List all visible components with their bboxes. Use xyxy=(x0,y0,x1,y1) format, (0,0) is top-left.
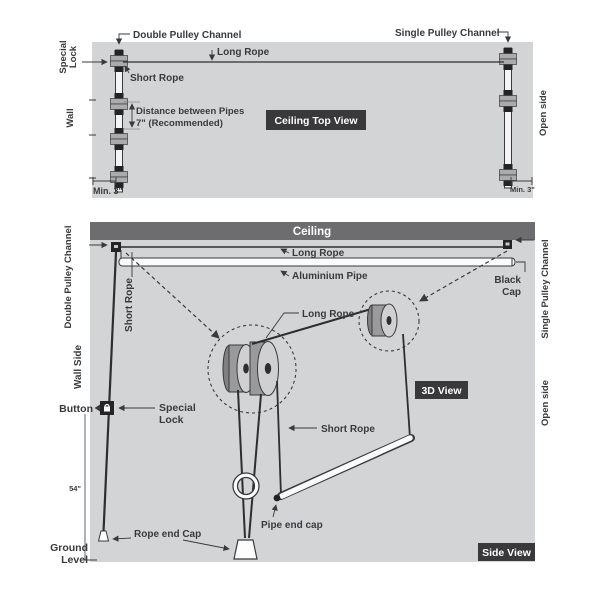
svg-text:Side View: Side View xyxy=(482,547,531,559)
right-ceiling-bracket xyxy=(503,240,512,249)
label-single-pulley-channel-side: Single Pulley Channel xyxy=(540,239,551,339)
svg-text:Ceiling: Ceiling xyxy=(292,226,332,238)
label-aluminium-pipe: Aluminium Pipe xyxy=(292,271,368,282)
label-short-rope-vertical: Short Rope xyxy=(124,278,135,332)
side-view xyxy=(50,222,551,566)
label-button: Button xyxy=(59,403,93,415)
label-special: Special xyxy=(58,40,69,74)
label-special-side: Special xyxy=(159,402,196,414)
rope-end-cap-center xyxy=(234,540,257,559)
special-lock xyxy=(100,401,114,415)
label-black-cap-line2: Cap xyxy=(502,287,521,298)
label-short-rope-top-view: Short Rope xyxy=(130,73,184,84)
label-single-pulley-channel: Single Pulley Channel xyxy=(395,28,500,39)
svg-text:Min. 3": Min. 3" xyxy=(510,185,535,194)
badge-ceiling-top-view xyxy=(266,110,366,130)
left-ceiling-bracket xyxy=(111,242,121,252)
label-distance-line1: Distance between Pipes xyxy=(136,106,245,117)
label-wall: Wall xyxy=(65,108,76,128)
aluminium-pipe xyxy=(119,258,515,266)
label-distance-line2: 7" (Recommended) xyxy=(136,118,223,129)
label-double-pulley-channel-side: Double Pulley Channel xyxy=(63,225,74,329)
label-pipe-end-cap: Pipe end cap xyxy=(261,520,323,531)
top-view xyxy=(58,28,549,198)
label-open-side-top-view: Open side xyxy=(538,90,549,136)
label-long-rope-top-view: Long Rope xyxy=(217,47,270,58)
ceiling-bar xyxy=(90,222,535,240)
label-ground: Ground xyxy=(50,542,88,554)
svg-text:3D View: 3D View xyxy=(421,385,462,397)
label-lock-side: Lock xyxy=(159,414,184,426)
label-double-pulley-channel: Double Pulley Channel xyxy=(133,30,242,41)
pipe-end-cap-dot xyxy=(274,495,281,502)
height-dimension xyxy=(69,414,85,560)
svg-text:Ceiling Top View: Ceiling Top View xyxy=(274,115,358,127)
svg-text:Min. 3": Min. 3" xyxy=(93,186,123,196)
badge-3d-view xyxy=(415,381,468,399)
label-wall-side: Wall Side xyxy=(73,344,84,390)
label-black-cap-line1: Black xyxy=(494,275,521,286)
label-special-lock: Lock xyxy=(68,45,79,69)
label-long-rope-side-top: Long Rope xyxy=(292,248,345,259)
label-rope-end-cap: Rope end Cap xyxy=(134,529,202,540)
label-long-rope-mid: Long Rope xyxy=(302,309,355,320)
label-short-rope-mid: Short Rope xyxy=(321,424,375,435)
badge-side-view xyxy=(478,543,535,561)
label-open-side-side-view: Open side xyxy=(540,380,551,426)
svg-text:54": 54" xyxy=(69,484,81,493)
label-ground-level: Level xyxy=(61,554,88,566)
